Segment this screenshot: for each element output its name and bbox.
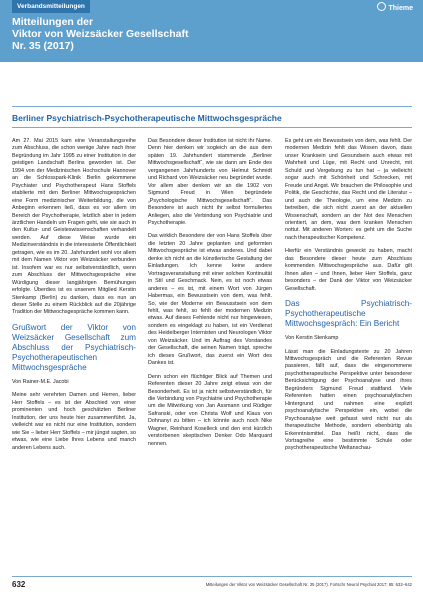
magazine-header [0,0,423,62]
paragraph: Das Besondere dieser Institution ist nicht ihr Name. Denn hier denken wir sogleich an die aus dem späten 19. Jahrhundert stammende „Berliner Mittwochsgesellschaft“, wie sie dann am Ende des vergangenen Jahrhunderts von Helmut Schmidt und Richard von Weizsäcker neu begründet wurde. Vor allem aber denken wir an die 1902 von Sigmund Freud in Wien begründete „Psychologische Mittwochsgesellschaft“. Das Besondere ist auch nicht ihr selbst formuliertes Anliegen, also die Verbindung von Psychiatrie und Psychotherapie. [148,138,272,226]
text-column-3 [285,138,412,459]
journal-citation: Mitteilungen der Viktor von Weizsäcker Gesellschaft Nr. 35 (2017). Fortschr Neurol Psychiat 2017; 85: 632–642 [205,582,412,587]
magazine-title [12,16,188,52]
paragraph: Am 27. Mai 2015 kam eine Veranstaltungsreihe zum Abschluss, die schon wenige Jahre nach ihrer Begründung im Jahr 1995 zu einer Institution in der geistigen Landschaft Berlins geworden ist. Der 1994 von der Medizinischen Hochschule Hannover an die Schlosspark-Klinik Berlin gekommene Psychiater und Psychotherapeut Hans Stoffels etablierte mit den Berliner Mittwochsgesprächen eine Form medizinischer Weiterbildung, die von Anbeginn erkennen ließ, dass es vor allem im Bereich der Psychotherapie, letztlich aber in jedem ärztlichen Handeln um Fragen geht, wie sie auch in den Kultur- und Geisteswissenschaften verhandelt werden. Auf diese Weise wurde ein Medizinverständnis in die interessierte Öffentlichkeit getragen, wie es im 20. Jahrhundert wohl vor allem mit dem Namen Viktor von Weizsäcker verbunden ist. Insofern war es nur selbstverständlich, wenn zum Abschluss der Mittwochsgespräche eine Würdigung dieser langjährigen Bemühungen erfolgte. Überdies ist es unserem Mitglied Kerstin Stenkamp (Berlin) zu danken, dass es nun an dieser Stelle zu einem Rückblick auf die 20jährige Tradition der Mittwochsgespräche kommen kann. [12,138,136,316]
paragraph: Meine sehr verehrten Damen und Herren, lieber Herr Stoffels – es ist der Abschied von einer prominenten und hoch geschätzten Berliner Institution, der uns heute hier zusammenführt. Ja, vielleicht war es nicht nur eine Institution, sondern wie Sie – lieber Herr Stoffels – mir jüngst sagten, so etwas, wie eine Liebe Ihres Lebens und manch anderen Lebens auch. [12,392,136,451]
thieme-logo-icon [377,2,386,11]
author-line: Von Rainer-M.E. Jacobi [12,378,69,385]
subheading: Das Psychiatrisch-Psychotherapeutische Mittwochsgespräch: Ein Bericht [285,299,412,329]
paragraph: Hierfür ein Verständnis geweckt zu haben, macht das Besondere dieser heute zum Abschluss kommenden Mittwochsgespräche aus. Dafür gilt Ihnen allen – und Ihnen, lieber Herr Stoffels, ganz besonders – der Dank der Viktor von Weizsäcker Gesellschaft. [285,248,412,292]
paragraph: Lässt man die Einladungstexte zu 20 Jahren Mittwochsgespräch und die Referenten Revue passieren, fällt auf, dass die eingenommene psychotherapeutische Perspektive unter besonderer Berücksichtigung der Psychoanalyse und ihres Begründers Sigmund Freud stattfand. Viele Referenten hatten einen psychoanalytischen Hintergrund und nahmen eine explizit psychoanalytische Perspektive ein, wobei die Psychoanalyse weit gefasst wird nicht nur als therapeutische Methode, sondern ebenbürtig als Erkenntnismittel. Das heißt nicht, dass die Vortragreihe eine bestimmte Schule oder psychotherapeutische Weltanschau- [285,348,412,452]
section-tag: Verbandsmitteilungen [12,0,90,13]
page-number: 632 [12,580,26,589]
page-footer [12,576,412,591]
publisher-name: Thieme [388,5,413,12]
publisher-logo [377,2,413,12]
subheading: Grußwort der Viktor von Weizsäcker Gesellschaft zum Abschluss der Psychiatrisch-Psychotherapeutischen Mittwochsgespräche [12,322,136,372]
text-column-1 [12,138,136,458]
paragraph: Es geht um ein Bewusstsein von dem, was fehlt. Der modernen Medizin fehlt das Wissen davon, dass unser Kranksein und Gesundsein auch etwas mit Wahrheit und Lüge, mit Recht und Unrecht, mit Schuld und Vergebung zu tun hat – ja vielleicht sogar auch mit Schönheit und Schrecken, mit Freude und Angst. Wir brauchen die Philosophie und Politik, die Geschichte, das Recht und die Literatur – und auch die Theologie, um eine Medizin zu betreiben, die sich nicht zuerst an der aktuellen Wissenschaft, sondern an der Not des Menschen orientiert, an dem, was dem kranken Menschen nottut. Mit anderen Worten: es geht um die Suche nach therapeutischer Kompetenz. [285,138,412,241]
magazine-title-line-2: Viktor von Weizsäcker Gesellschaft [12,28,189,40]
magazine-title-line-3: Nr. 35 (2017) [12,40,74,52]
magazine-title-line-1: Mitteilungen der [12,16,94,28]
text-column-2 [148,138,272,454]
article-title: Berliner Psychiatrisch-Psychotherapeutische Mittwochsgespräche [12,113,282,123]
paragraph: Das wirklich Besondere der von Hans Stoffels über die letzten 20 Jahre geplanten und geformten Mittwochsgespräche ist etwas anderes. Und dabei denke ich nicht an die künstlerische Gestaltung der Einladungen. Ich kenne keine andere Vortragsveranstaltung mit einer solchen Kontinuität in Stil und Geschmack. Nein, es ist noch etwas anderes – es ist, mit einem Wort von Jürgen Habermas, ein Bewusstsein von dem, was fehlt. So, wie der Moderne ein Bewusstsein von dem fehlt, was fehlt, so fehlt der modernen Medizin etwas. Auf dieses Fehlende nicht nur hingewiesen, sondern es eingeklagt zu haben, ist ein Verdienst des Heidelberger Internisten und Neurologen Viktor von Weizsäcker. Und im Auftrag des Vorstandes der Gesellschaft, die seinen Namen trägt, spreche ich dieses Grußwort, das zuerst ein Wort des Dankes ist. [148,233,272,367]
paragraph: Denn schon ein flüchtiger Blick auf Themen und Referenten dieser 20 Jahre zeigt etwas von der Besonderheit. Es ist ja nicht selbstverständlich, für die Verbindung von Psychiatrie und Psychotherapie um die Mitwirkung von Jan Assmann und Rüdiger Safranski, oder von Christa Wolf und Klaus von Dohnanyi zu bitten – ich könnte auch noch Nike Wagner, Reinhard Koselleck und den erst kürzlich verstorbenen skeptischen Denker Odo Marquard nennen. [148,373,272,447]
author-line: Von Kerstin Stenkamp [285,335,339,342]
title-rule-bottom [12,127,412,128]
title-rule-top [12,106,412,107]
